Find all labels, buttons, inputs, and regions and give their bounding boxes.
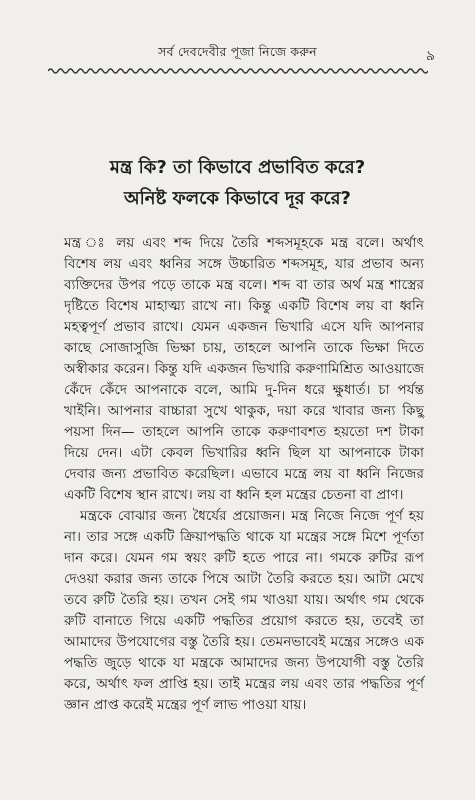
running-title: সর্ব দেবদেবীর পূজা নিজে করুন	[158, 44, 317, 59]
page-header	[40, 44, 435, 66]
page-number: ৯	[425, 48, 435, 64]
heading-line-2: অনিষ্ট ফলকে কিভাবে দূর করে?	[124, 188, 351, 209]
heading-line-1: মন্ত্র কি? তা কিভাবে প্রভাবিত করে?	[109, 157, 366, 178]
decorative-wavy-rule	[48, 66, 428, 76]
section-heading	[40, 152, 435, 214]
paragraph-2: মন্ত্রকে বোঝার জন্য ধৈর্যের প্রয়োজন। মন্ত্র নিজে নিজে পূর্ণ হয় না। তার সঙ্গে একটি ক্রিয়াপদ্ধতি থাকে যা মন্ত্রের সঙ্গে মিশে পূর্ণতা দান করে। যেমন গম স্বয়ং রুটি হতে পারে না। গমকে রুটির রূপ দেওয়া করার জন্য তাকে পিষে আটা তৈরি করতে হয়। আটা মেখে তবে রুটি তৈরি হয়। তখন সেই গম খাওয়া যায়। অর্থাৎ গম থেকে রুটি বানাতে গিয়ে একটি পদ্ধতির প্রয়োগ করতে হয়, তবেই তা আমাদের উপযোগের বস্তু তৈরি হয়। তেমনভাবেই মন্ত্রের সঙ্গেও এক পদ্ধতি জুড়ে থাকে যা মন্ত্রকে আমাদের জন্য উপযোগী বস্তু তৈরি করে, অর্থাৎ ফল প্রাপ্তি হয়। তাই মন্ত্রের লয় এবং তার পদ্ধতির পূর্ণ জ্ঞান প্রাপ্ত করেই মন্ত্রের পূর্ণ লাভ পাওয়া যায়।	[64, 508, 424, 713]
paragraph-1: মন্ত্র ঃ লয় এবং শব্দ দিয়ে তৈরি শব্দসমূহকে মন্ত্র বলে। অর্থাৎ বিশেষ লয় এবং ধ্বনির সঙ্গে উচ্চারিত শব্দসমূহ, যার প্রভাব অন্য ব্যক্তিদের উপর পড়ে তাকে মন্ত্র বলে। শব্দ বা তার অর্থ মন্ত্র শাস্ত্রের দৃষ্টিতে বিশেষ মাহাত্ম্য রাখে না। কিন্তু একটি বিশেষ লয় বা ধ্বনি মহত্বপূর্ণ প্রভাব রাখে। যেমন একজন ভিখারি এসে যদি আপনার কাছে সোজাসুজি ভিক্ষা চায়, তাহলে আপনি তাকে ভিক্ষা দিতে অস্বীকার করেন। কিন্তু যদি একজন ভিখারি করুণামিশ্রিত আওয়াজে কেঁদে কেঁদে আপনাকে বলে, আমি দু-দিন ধরে ক্ষুধার্ত। চা পর্যন্ত খাইনি। আপনার বাচ্চারা সুখে থাকুক, দয়া করে খাবার জন্য কিছু পয়সা দিন— তাহলে আপনি তাকে করুণাবশত হয়তো দশ টাকা দিয়ে দেন। এটা কেবল ভিখারির ধ্বনি ছিল যা আপনাকে টাকা দেবার জন্য প্রভাবিত করেছিল। এভাবে মন্ত্রে লয় বা ধ্বনি নিজের একটি বিশেষ স্থান রাখে। লয় বা ধ্বনি হল মন্ত্রের চেতনা বা প্রাণ।	[64, 235, 424, 503]
body-text	[64, 233, 424, 716]
